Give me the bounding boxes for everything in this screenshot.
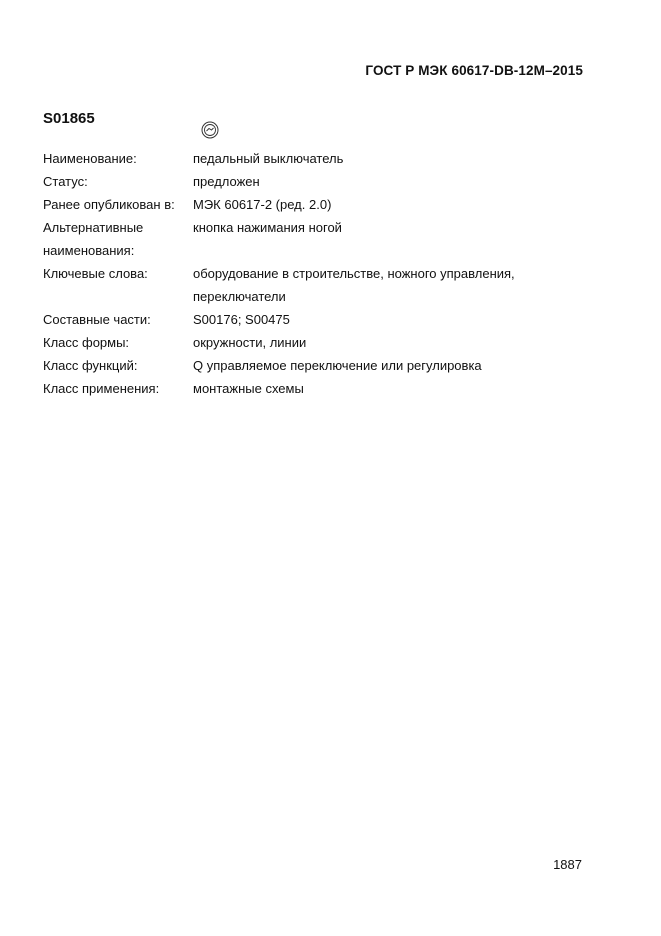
property-label: Альтернативные наименования:: [43, 220, 144, 258]
property-row-function-class: [43, 354, 603, 377]
property-value: предложен: [193, 174, 260, 189]
property-label: Ранее опубликован в:: [43, 197, 175, 212]
property-value: педальный выключатель: [193, 151, 344, 166]
property-label: Наименование:: [43, 151, 137, 166]
property-row-components: [43, 308, 603, 331]
symbol-properties-table: [43, 147, 603, 400]
foot-switch-symbol-icon: [199, 121, 221, 139]
property-row-status: [43, 170, 603, 193]
property-label: Класс формы:: [43, 335, 130, 350]
property-row-application-class: [43, 377, 603, 400]
property-row-alternative-names: [43, 216, 603, 262]
property-row-previously-published: [43, 193, 603, 216]
property-value: оборудование в строительстве, ножного управления, переключатели: [193, 266, 515, 304]
property-label: Статус:: [43, 174, 88, 189]
property-label: Составные части:: [43, 312, 151, 327]
standard-code: ГОСТ Р МЭК 60617-DB-12M–2015: [365, 63, 583, 78]
property-value: МЭК 60617-2 (ред. 2.0): [193, 197, 332, 212]
property-value: кнопка нажимания ногой: [193, 220, 342, 235]
property-label: Класс применения:: [43, 381, 160, 396]
property-value: S00176; S00475: [193, 312, 290, 327]
page-number: 1887: [553, 857, 582, 872]
property-value: окружности, линии: [193, 335, 307, 350]
property-value: монтажные схемы: [193, 381, 304, 396]
property-row-shape-class: [43, 331, 603, 354]
symbol-id: S01865: [43, 110, 95, 127]
property-row-name: [43, 147, 603, 170]
property-value: Q управляемое переключение или регулировка: [193, 358, 482, 373]
property-label: Класс функций:: [43, 358, 138, 373]
property-row-keywords: [43, 262, 603, 308]
property-label: Ключевые слова:: [43, 266, 148, 281]
